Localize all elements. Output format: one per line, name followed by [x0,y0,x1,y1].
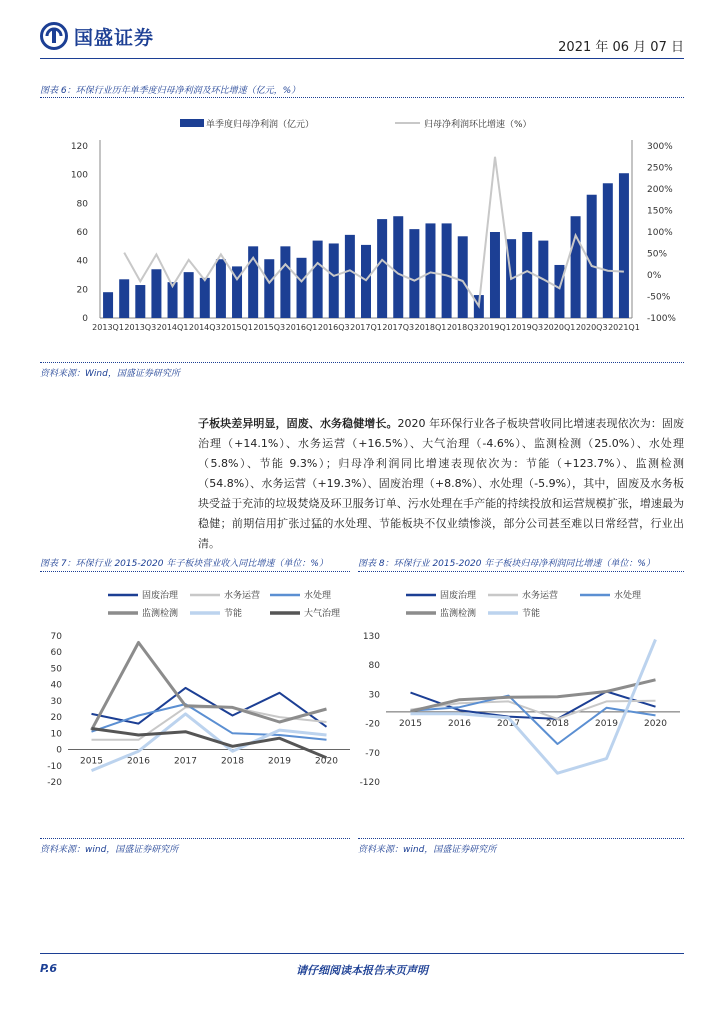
x-tick-label: 2018 [221,756,244,767]
bar-2017Q3 [393,216,403,318]
legend-label-节能: 节能 [522,609,541,619]
legend-label-节能: 节能 [224,609,243,619]
x-tick-label: 2016Q3 [317,323,350,332]
y-right-tick-label: -50% [647,292,671,303]
bar-2019Q1 [490,232,500,318]
bar-2014Q4 [216,259,226,318]
legend-label-水处理: 水处理 [304,591,332,601]
page-number: P.6 [40,962,58,975]
figure6-caption-rule [40,97,684,98]
y-left-tick-label: 120 [70,142,88,152]
figure7-chart [40,580,352,790]
y-left-tick-label: 0 [82,314,88,324]
y-left-tick-label: 100 [70,170,88,181]
paragraph-body: 2020 年环保行业各子板块营收同比增速表现依次为：固废治理（+14.1%）、水务运营（+16.5%）、大气治理（-4.6%）、监测检测（25.0%）、水处理（5.8%）、节能 9.3%）；归母净利润同比增速表现依次为：节能（+123.7%）、监测检测（54.8%）、水务运营（+19.3%）、固废治理（+8.8%）、水处理（-5.9%），其中，固废及水务板块受益于充沛的垃圾焚烧及环卫服务订单、污水处理在手产能的持续投放和运营规模扩张，增速最为稳健；前期信用扩张过猛的水处理、节能板块不仅业绩惨淡，部分公司甚至难以日常经营，行业出清。 [198,417,684,550]
bar-2014Q2 [184,272,194,318]
y-tick-label: 10 [50,729,62,740]
legend-label-固废治理: 固废治理 [142,591,179,601]
x-tick-label: 2017 [174,756,197,767]
y-left-tick-label: 80 [76,199,88,210]
x-tick-label: 2013Q3 [124,323,157,332]
bar-2013Q2 [119,279,129,318]
bar-2016Q3 [329,243,339,318]
bar-2015Q3 [264,259,274,318]
y-right-tick-label: 0% [647,271,662,281]
figure6-caption: 图表 6：环保行业历年单季度归母净利润及环比增速（亿元，%） [40,86,301,96]
y-tick-label: 20 [50,713,62,724]
growth-line [124,157,624,306]
bar-2020Q4 [603,183,613,318]
footer-disclaimer: 请仔细阅读本报告末页声明 [296,964,428,977]
x-tick-label: 2015Q1 [221,323,253,332]
bar-2021Q1 [619,173,629,318]
x-tick-label: 2018Q1 [414,323,447,332]
x-tick-label: 2020 [644,718,667,729]
figure7-source: 资料来源：wind，国盛证券研究所 [40,845,179,855]
bar-2013Q4 [151,269,161,318]
y-tick-label: 80 [368,661,380,672]
y-right-tick-label: 300% [647,142,673,152]
legend-label-监测检测: 监测检测 [440,609,477,619]
bar-2020Q3 [587,195,597,318]
x-tick-label: 2016 [448,718,471,729]
y-tick-label: -20 [47,778,62,788]
analysis-paragraph [198,414,684,554]
figure6-chart [40,104,684,336]
series-line-监测检测 [92,643,327,731]
legend-line-label: 归母净利润环比增速（%） [424,120,532,130]
x-tick-label: 2021Q1 [608,323,640,332]
x-tick-label: 2014Q1 [156,323,189,332]
bar-2016Q4 [345,235,355,318]
x-tick-label: 2017Q1 [350,323,382,332]
figure6-source-rule [40,362,684,363]
x-tick-label: 2015 [399,718,422,729]
bar-2019Q3 [522,232,532,318]
legend-label-固废治理: 固废治理 [440,591,477,601]
x-tick-label: 2019Q3 [511,323,544,332]
x-tick-label: 2020Q1 [543,323,576,332]
bar-2014Q3 [200,278,210,318]
y-left-tick-label: 60 [76,228,88,238]
figure8-caption: 图表 8：环保行业 2015-2020 年子板块归母净利润同比增速（单位：%） [358,559,655,569]
y-right-tick-label: 50% [647,249,668,260]
y-tick-label: -70 [365,748,380,759]
bar-2013Q1 [103,292,113,318]
figure7-caption: 图表 7：环保行业 2015-2020 年子板块营业收入同比增速（单位：%） [40,559,328,569]
x-tick-label: 2017 [497,718,520,729]
bar-2017Q4 [409,229,419,318]
figure8-chart [358,580,684,790]
y-tick-label: 30 [50,696,62,707]
x-tick-label: 2016Q1 [285,323,318,332]
y-tick-label: 60 [50,648,62,659]
y-left-tick-label: 40 [76,256,88,267]
y-right-tick-label: -100% [647,314,676,324]
figure8-source: 资料来源：wind，国盛证券研究所 [358,845,497,855]
x-tick-label: 2020Q3 [575,323,608,332]
bar-2018Q1 [425,223,435,318]
figure7-caption-rule [40,571,350,572]
x-tick-label: 2015 [80,756,103,767]
y-right-tick-label: 100% [647,228,673,238]
report-date: 2021 年 06 月 07 日 [558,40,684,55]
figure8-caption-rule [358,571,684,572]
y-tick-label: 0 [56,745,62,756]
bar-2017Q1 [361,245,371,318]
y-tick-label: 30 [368,690,380,701]
figure6-source: 资料来源：Wind，国盛证券研究所 [40,369,180,379]
x-tick-label: 2013Q1 [92,323,124,332]
y-tick-label: 130 [362,632,380,642]
x-tick-label: 2020 [315,756,338,767]
brand-logo [40,22,154,50]
paragraph-lead: 子板块差异明显，固废、水务稳健增长。 [198,417,398,430]
y-tick-label: -20 [365,719,380,730]
bar-2020Q1 [554,265,564,318]
brand-emblem-icon [40,22,68,50]
x-tick-label: 2019 [595,718,618,729]
bar-2016Q2 [313,241,323,318]
figure8-source-rule [358,838,684,839]
y-right-tick-label: 200% [647,185,673,195]
y-tick-label: 50 [50,664,62,675]
x-tick-label: 2019 [268,756,291,767]
x-tick-label: 2016 [127,756,150,767]
header-divider [40,58,684,59]
y-right-tick-label: 250% [647,163,673,174]
x-tick-label: 2019Q1 [479,323,511,332]
y-tick-label: 70 [50,632,62,642]
legend-bar-label: 单季度归母净利润（亿元） [206,120,315,130]
brand-name: 国盛证券 [74,26,155,49]
x-tick-label: 2018 [546,718,569,729]
bar-2020Q2 [571,216,581,318]
legend-label-水务运营: 水务运营 [522,591,559,601]
y-left-tick-label: 20 [76,285,88,296]
bar-2015Q4 [280,246,290,318]
footer-divider [40,953,684,954]
bar-2018Q3 [458,236,468,318]
bar-2016Q1 [297,258,307,318]
y-tick-label: 40 [50,680,62,691]
x-tick-label: 2018Q3 [446,323,479,332]
y-tick-label: -10 [47,761,62,772]
legend-label-监测检测: 监测检测 [142,609,179,619]
legend-label-大气治理: 大气治理 [304,609,341,619]
y-right-tick-label: 150% [647,206,673,217]
y-tick-label: -120 [359,778,380,788]
bar-2018Q2 [442,223,452,318]
x-tick-label: 2017Q3 [382,323,415,332]
legend-bar-swatch [180,119,204,127]
series-line-水务运营 [92,707,327,739]
legend-label-水务运营: 水务运营 [224,591,261,601]
legend-label-水处理: 水处理 [614,591,642,601]
figure7-source-rule [40,838,350,839]
x-tick-label: 2014Q3 [188,323,221,332]
bar-2017Q2 [377,219,387,318]
x-tick-label: 2015Q3 [253,323,286,332]
bar-2013Q3 [135,285,145,318]
